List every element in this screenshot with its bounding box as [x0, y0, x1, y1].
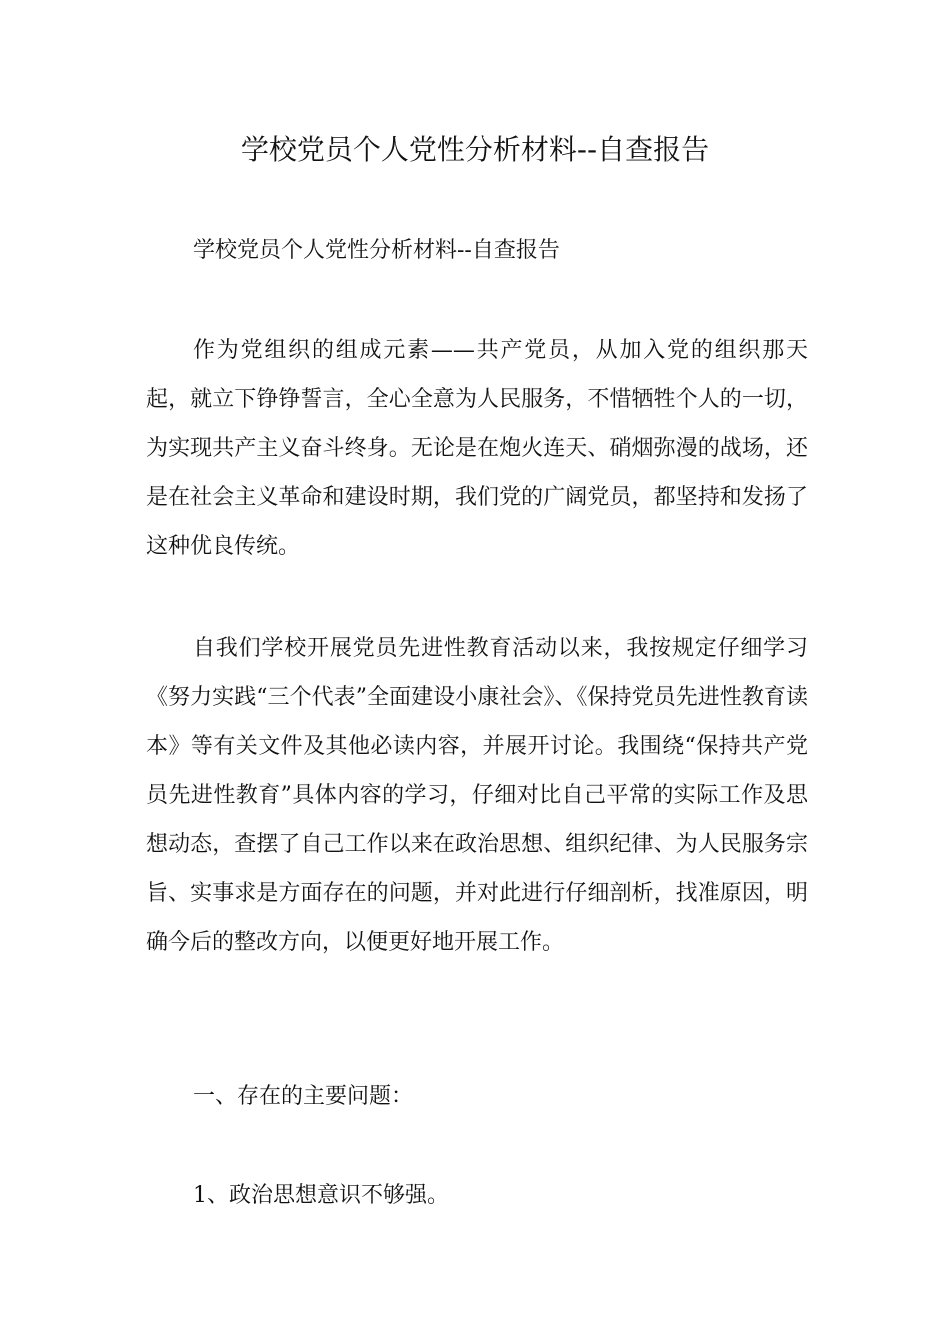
section-heading: 一、存在的主要问题： [193, 1084, 414, 1109]
document-subtitle: 学校党员个人党性分析材料--自查报告 [193, 238, 560, 263]
list-item-1: 1、政治思想意识不够强。 [193, 1183, 449, 1208]
paragraph-2: 自我们学校开展党员先进性教育活动以来，我按规定仔细学习《努力实践“三个代表”全面建设小康社会》、《保持党员先进性教育读本》等有关文件及其他必读内容，并展开讨论。我围绕“保持共产党员先进性教育”具体内容的学习，仔细对比自己平常的实际工作及思想动态，查摆了自己工作以来在政治思想、组织纪律、为人民服务宗旨、实事求是方面存在的问题，并对此进行仔细剖析，找准原因，明确今后的整改方向，以便更好地开展工作。 [146, 636, 808, 955]
document-title: 学校党员个人党性分析材料--自查报告 [240, 133, 710, 166]
paragraph-1: 作为党组织的组成元素——共产党员，从加入党的组织那天起，就立下铮铮誓言，全心全意为人民服务，不惜牺牲个人的一切，为实现共产主义奋斗终身。无论是在炮火连天、硝烟弥漫的战场，还是在社会主义革命和建设时期，我们党的广阔党员，都坚持和发扬了这种优良传统。 [146, 338, 808, 559]
